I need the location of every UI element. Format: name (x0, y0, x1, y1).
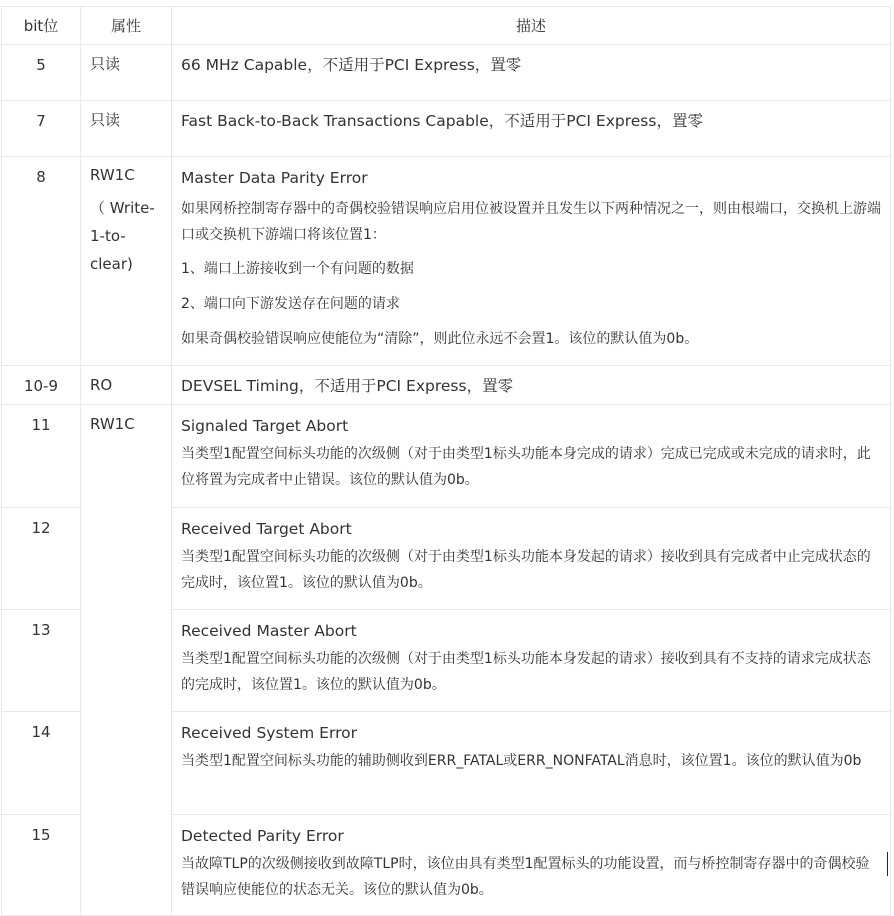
desc-cell (172, 508, 891, 610)
text-cursor (887, 852, 888, 876)
attr-note: （ Write- (90, 199, 155, 217)
header-attr: 属性 (81, 7, 172, 45)
bit-cell: 5 (2, 45, 81, 101)
table-header-row (2, 7, 891, 45)
attr-cell: RW1C (81, 405, 172, 916)
table-row (2, 405, 891, 508)
field-description: 当类型1配置空间标头功能的辅助侧收到ERR_FATAL或ERR_NONFATAL消息时，该位置1。该位的默认值为0b (181, 753, 862, 769)
attr-cell: 只读 (81, 101, 172, 157)
attr-cell (81, 157, 172, 366)
field-description: 如果网桥控制寄存器中的奇偶校验错误响应启用位被设置并且发生以下两种情况之一，则由根端口，交换机上游端口或交换机下游端口将该位置1： (181, 201, 881, 243)
field-description: 当类型1配置空间标头功能的次级侧（对于由类型1标头功能本身发起的请求）接收到具有不支持的请求完成状态的完成时，该位置1。该位的默认值为0b。 (181, 651, 871, 693)
field-description: 当类型1配置空间标头功能的次级侧（对于由类型1标头功能本身完成的请求）完成已完成或未完成的请求时，此位将置为完成者中止错误。该位的默认值为0b。 (181, 446, 871, 488)
bit-cell: 11 (2, 405, 81, 508)
bit-cell: 13 (2, 610, 81, 712)
attr-value: RW1C (90, 166, 135, 184)
desc-cell (172, 101, 891, 157)
field-title: DEVSEL Timing，不适用于PCI Express，置零 (181, 377, 514, 395)
attr-cell: 只读 (81, 45, 172, 101)
field-description: 如果奇偶校验错误响应使能位为“清除”，则此位永远不会置1。该位的默认值为0b。 (181, 331, 699, 347)
attr-note: 1-to- (90, 227, 126, 245)
field-title: Received Target Abort (181, 520, 352, 538)
table-row (2, 45, 891, 101)
bit-cell: 8 (2, 157, 81, 366)
desc-cell (172, 815, 891, 916)
field-title: 66 MHz Capable，不适用于PCI Express，置零 (181, 56, 522, 74)
table-row (2, 101, 891, 157)
field-description: 2、端口向下游发送存在问题的请求 (181, 296, 400, 312)
desc-cell (172, 610, 891, 712)
bit-cell: 7 (2, 101, 81, 157)
header-bit: bit位 (2, 7, 81, 45)
bit-cell: 15 (2, 815, 81, 916)
field-title: Received System Error (181, 724, 357, 742)
desc-cell (172, 366, 891, 405)
bit-cell: 14 (2, 712, 81, 815)
field-title: Fast Back-to-Back Transactions Capable，不适用于PCI Express，置零 (181, 112, 703, 130)
desc-cell (172, 712, 891, 815)
table-row (2, 157, 891, 366)
field-description: 1、端口上游接收到一个有问题的数据 (181, 261, 414, 277)
field-title: Detected Parity Error (181, 827, 344, 845)
field-description: 当类型1配置空间标头功能的次级侧（对于由类型1标头功能本身发起的请求）接收到具有完成者中止完成状态的完成时，该位置1。该位的默认值为0b。 (181, 549, 871, 591)
field-title: Received Master Abort (181, 622, 357, 640)
register-table (1, 6, 891, 916)
attr-cell: RO (81, 366, 172, 405)
bit-cell: 12 (2, 508, 81, 610)
desc-cell (172, 45, 891, 101)
desc-cell (172, 405, 891, 508)
header-desc: 描述 (172, 7, 891, 45)
field-title: Master Data Parity Error (181, 169, 368, 187)
bit-cell: 10-9 (2, 366, 81, 405)
field-description: 当故障TLP的次级侧接收到故障TLP时，该位由具有类型1配置标头的功能设置，而与桥控制寄存器中的奇偶校验错误响应使能位的状态无关。该位的默认值为0b。 (181, 856, 870, 898)
table-row (2, 366, 891, 405)
field-title: Signaled Target Abort (181, 417, 349, 435)
desc-cell (172, 157, 891, 366)
attr-note: clear) (90, 255, 133, 273)
